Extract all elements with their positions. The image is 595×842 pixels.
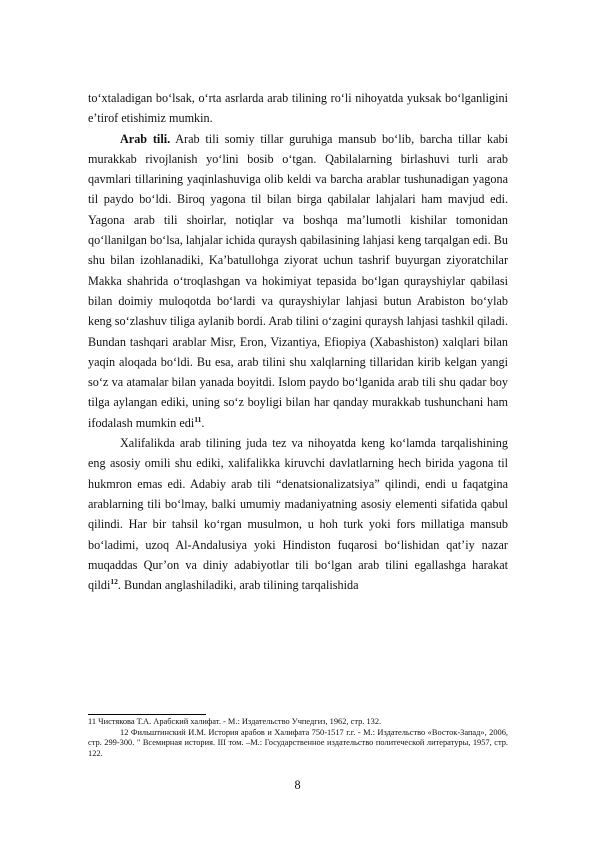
paragraph-arab-tili-end: .: [201, 415, 205, 430]
footnotes: [88, 714, 508, 759]
paragraph-arab-tili-text: Arab tili somiy tillar guruhiga mansub bo‘lib, barcha tillar kabi murakkab rivojlanish yo‘lini bosib o‘tgan. Qabilalarning birlashuvi turli arab qavmlari tillarining yaqinlashuviga olib keldi va barcha arablar tushunadigan yagona til paydo bo‘ldi. Biroq yagona til bilan birga qabilalar lahjalari ham mavjud edi. Yagona arab tili shoirlar, notiqlar va boshqa ma’lumotli kishilar tomonidan qo‘llanilgan bo‘lsa, lahjalar ichida quraysh qabilasining lahjasi keng tarqalgan edi. Bu shu bilan izohlanadiki, Ka’batullohga ziyorat uchun tashrif buyurgan ziyoratchilar Makka shahrida o‘troqlashgan va hokimiyat tepasida bo‘lgan qurayshiylar qabilasi bilan doimiy muloqotda bo‘lardi va qurayshiylar lahjasi butun Arabiston bo‘ylab keng so‘zlashuv tiliga aylanib bordi. Arab tilini o‘zagini quraysh lahjasi tashkil qiladi. Bundan tashqari arablar Misr, Eron, Vizantiya, Efiopiya (Xabashiston) xalqlari bilan yaqin aloqada bo‘ldi. Bu esa, arab tilini shu xalqlarning tillaridan kirib kelgan yangi so‘z va atamalar bilan yanada boyitdi. Islom paydo bo‘lganida arab tili shu qadar boy tilga aylangan ediki, uning so‘z boyligi bilan har qanday murakkab tushunchani ham ifodalash mumkin edi: [88, 131, 508, 430]
main-text: [88, 88, 508, 595]
paragraph-arab-tili: [88, 129, 508, 433]
paragraph-xalifalik: [88, 433, 508, 595]
paragraph-intro: to‘xtaladigan bo‘lsak, o‘rta asrlarda arab tilining ro‘li nihoyatda yuksak bo‘lganligini e’tirof etishimiz mumkin.: [88, 91, 508, 126]
page-number: 8: [294, 778, 301, 792]
footnote-ref-12[interactable]: 12: [110, 577, 118, 587]
footnote-11: 11 Чистякова Т.А. Арабский халифат. - М.: Издательство Учпедгиз, 1962, стр. 132.: [88, 717, 382, 726]
footnote-divider: [88, 714, 206, 715]
paragraph-xalifalik-text: Xalifalikda arab tilining juda tez va nihoyatda keng ko‘lamda tarqalishining eng asosiy omili shu ediki, xalifalikka kiruvchi davlatlarning hech birida yagona til hukmron emas edi. Adabiy arab tili “denatsionalizatsiya” qilindi, endi u faqatgina arablarning tili bo‘lmay, balki umumiy madaniyatning asosiy elementi sifatida qabul qilindi. Har bir tahsil ko‘rgan musulmon, u hoh turk yoki fors millatiga mansub bo‘ladimi, uzoq Al-Andalusiya yoki Hindiston fuqarosi bo‘lishidan qat’iy nazar muqaddas Qur’on va diniy adabiyotlar tili bo‘lgan arab tilini egallashga harakat qildi: [88, 436, 508, 593]
footnote-ref-11[interactable]: 11: [194, 414, 202, 424]
section-heading-arab-tili: Arab tili.: [120, 131, 171, 146]
footnote-12: 12 Фильштинский И.М. История арабов и Халифата 750-1517 г.г. - М.: Издательство «Восток-Запад», 2006, стр. 299-300. " Всемирная история. III том. –М.: Государственное издательство политеческой литературы, 1957, стр. 122.: [88, 727, 508, 758]
paragraph-xalifalik-end: . Bundan anglashiladiki, arab tilining tarqalishida: [117, 578, 359, 593]
